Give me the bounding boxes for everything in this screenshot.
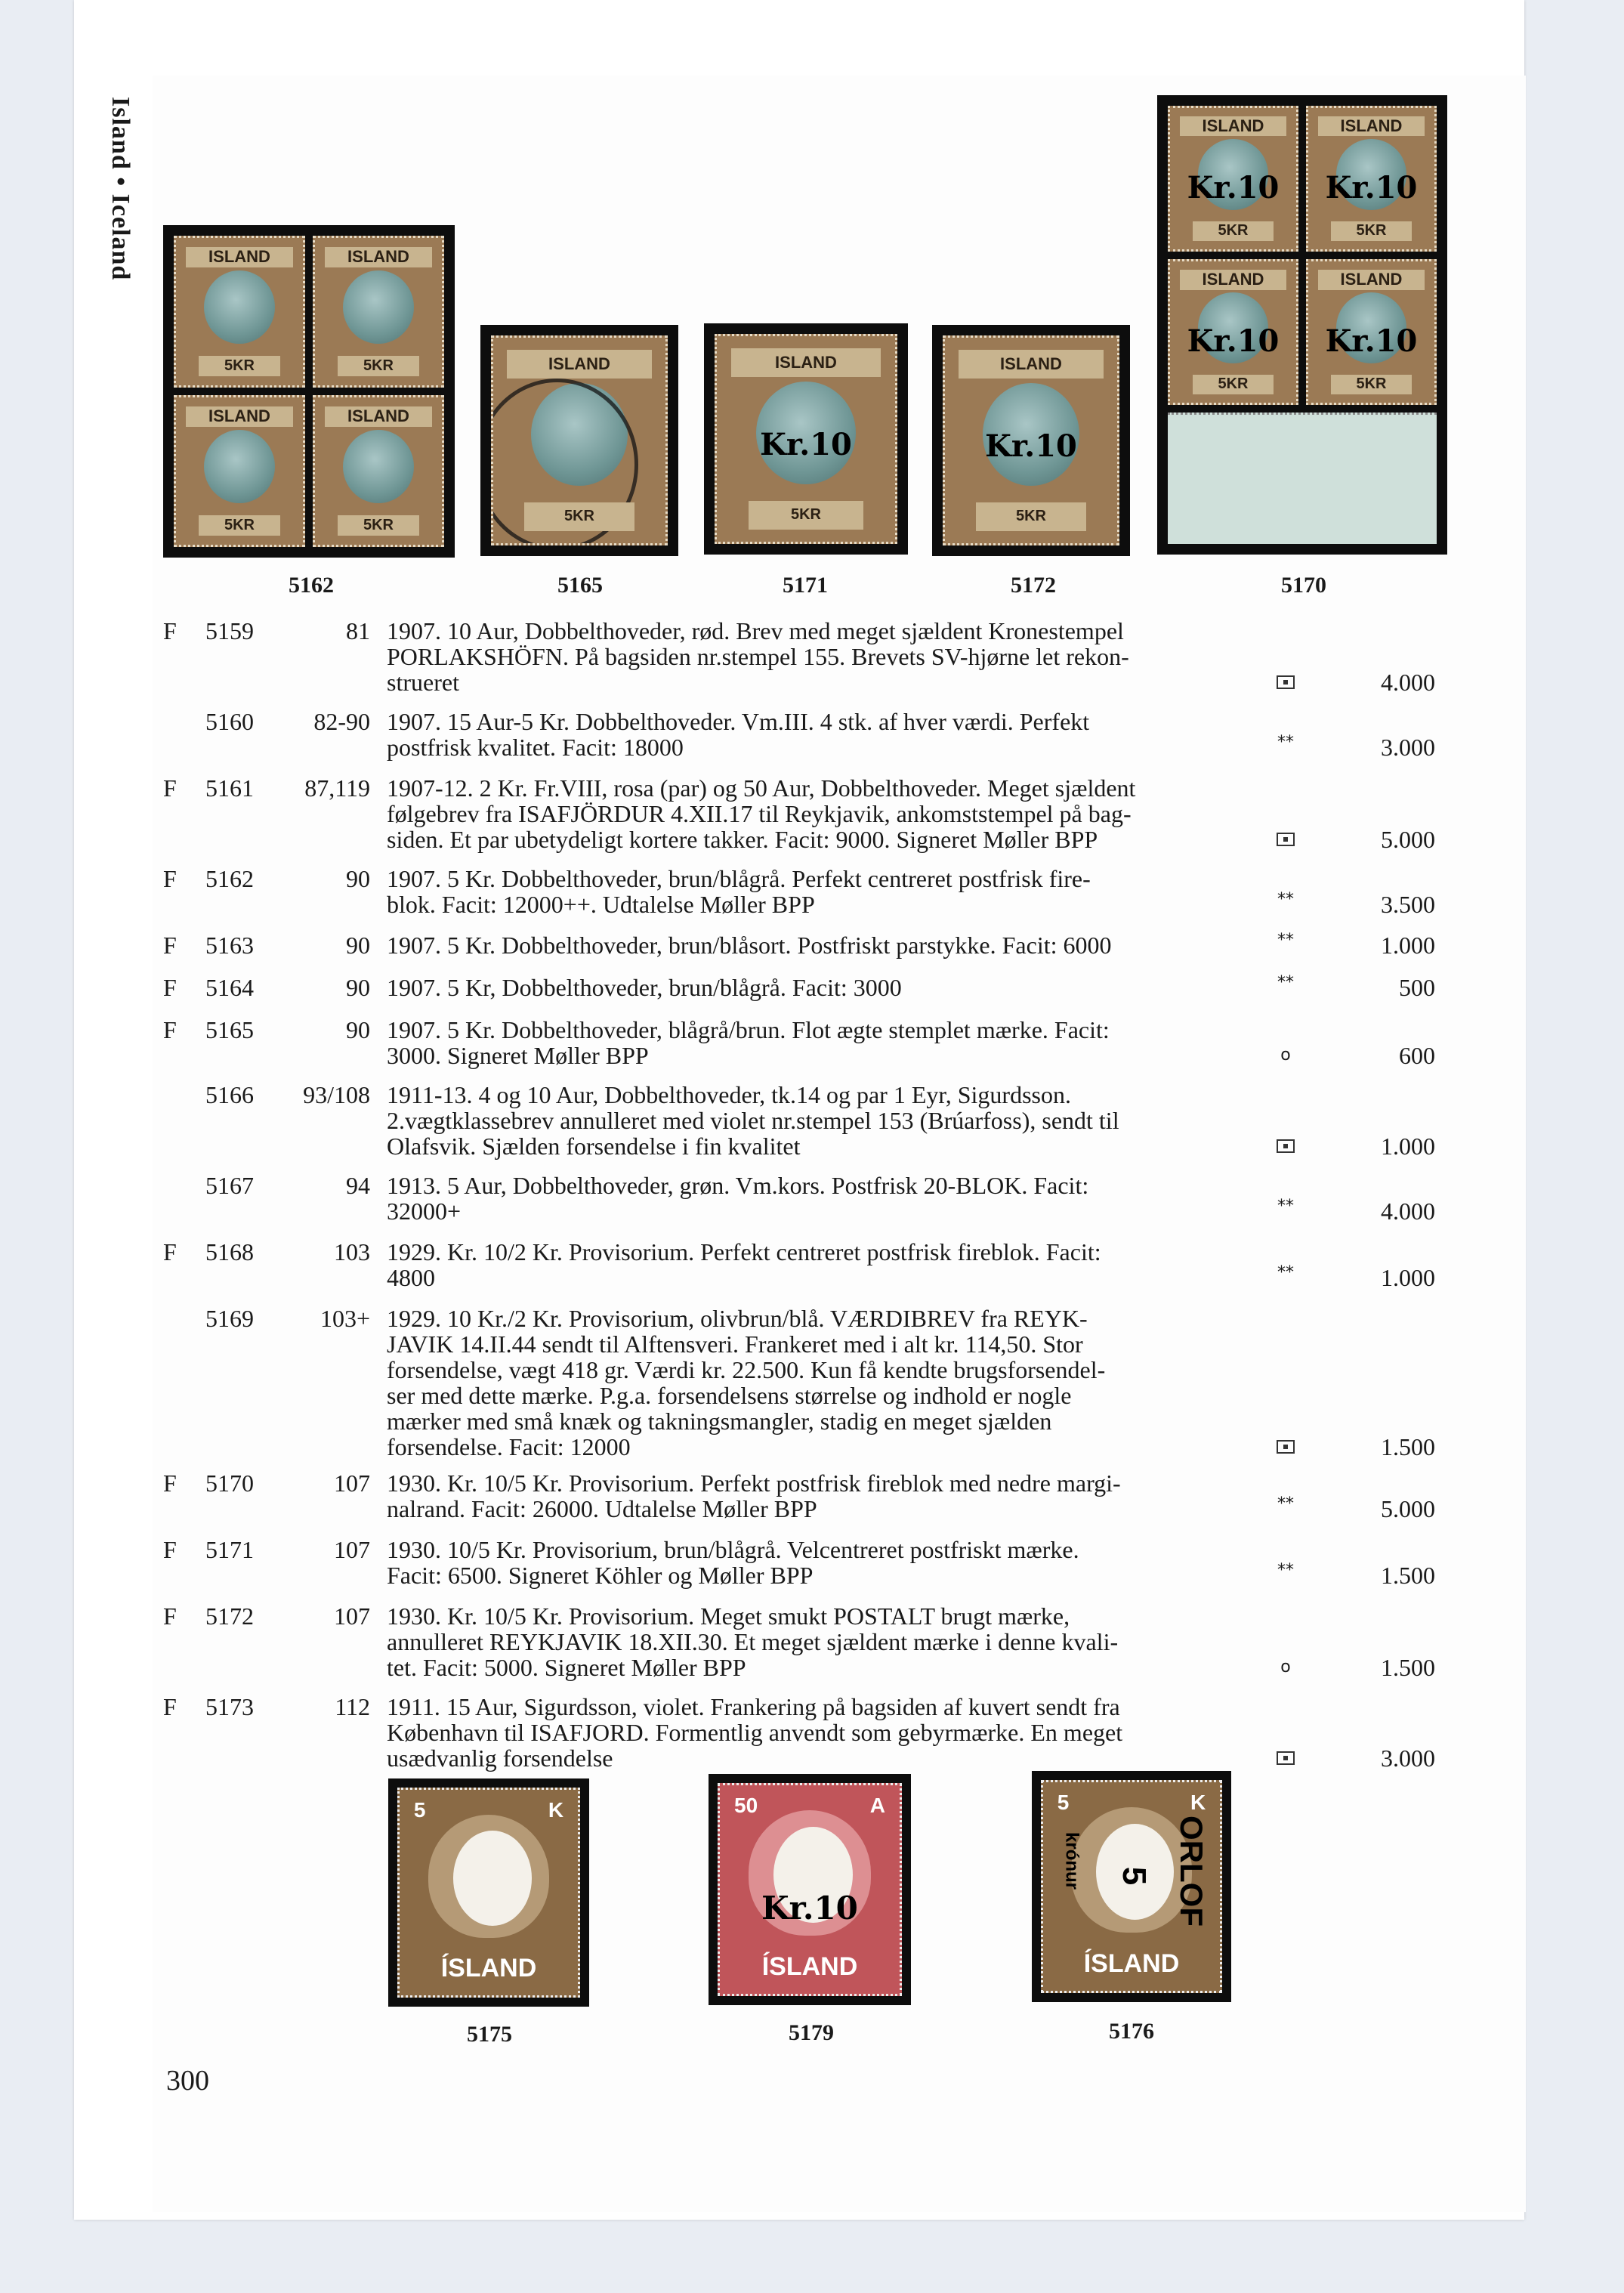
letter-icon: [1270, 1745, 1301, 1771]
lot-description: 1930. Kr. 10/5 Kr. Provisorium. Perfekt postfrisk fireblok med nedre margi- nalrand. Facit: 26000. Udtalelse Møller BPP: [387, 1469, 1121, 1522]
catalog-ref: 93/108: [303, 1081, 370, 1108]
price: 1.000: [1381, 1264, 1435, 1291]
lot-number: 5164: [205, 974, 254, 1001]
condition-symbol: **: [1277, 973, 1294, 992]
lot-number: 5169: [205, 1305, 254, 1332]
catalog-ref: 103: [334, 1238, 370, 1265]
price: 1.000: [1381, 1133, 1435, 1160]
lot-description: 1907-12. 2 Kr. Fr.VIII, rosa (par) og 50 Aur, Dobbelthoveder. Meget sjældent følgebrev fra ISAFJÖRDUR 4.XII.17 til Reykjavik, ankomststempel på bag- siden. Et par ubetydeligt kortere takker. Facit: 9000. Signeret Møller BPP: [387, 774, 1136, 853]
caption-5179: 5179: [789, 2020, 834, 2045]
stamp-block-5170: [1157, 95, 1447, 555]
caption-5170: 5170: [1281, 573, 1326, 598]
lot-description: 1911-13. 4 og 10 Aur, Dobbelthoveder, tk.14 og par 1 Eyr, Sigurdsson. 2.vægtklassebrev annulleret med violet nr.stempel 153 (Brúarfoss), sendt til Olafsvik. Sjælden forsendelse i fin kvalitet: [387, 1081, 1119, 1160]
condition-symbol: o: [1280, 1658, 1291, 1676]
condition-symbol: o: [1280, 1046, 1291, 1065]
page-number: 300: [166, 2065, 209, 2097]
caption-5171: 5171: [783, 573, 828, 598]
caption-5172: 5172: [1011, 573, 1056, 598]
price: 1.000: [1381, 932, 1435, 959]
stamp-block-5162: [163, 225, 455, 558]
lot-number: 5161: [205, 774, 254, 802]
portrait: [453, 1831, 532, 1925]
lot-number: 5171: [205, 1536, 254, 1563]
price: 5.000: [1381, 1495, 1435, 1522]
lot-number: 5173: [205, 1693, 254, 1720]
lot-number: 5168: [205, 1238, 254, 1265]
lot-number: 5159: [205, 617, 254, 644]
lot-number: 5166: [205, 1081, 254, 1108]
lot-description: 1907. 10 Aur, Dobbelthoveder, rød. Brev med meget sjældent Kronestempel PORLAKSHÖFN. På bagsiden nr.stempel 155. Brevets SV-hjørne let rekon- strueret: [387, 617, 1129, 696]
stamp-5176: 5 K krónur 5 ORLOF ÍSLAND: [1032, 1771, 1231, 2002]
lot-description: 1907. 5 Kr. Dobbelthoveder, brun/blåsort. Postfriskt parstykke. Facit: 6000: [387, 932, 1112, 959]
lot-description: 1930. Kr. 10/5 Kr. Provisorium. Meget smukt POSTALT brugt mærke, annulleret REYKJAVIK 18.XII.30. Et meget sjældent mærke i denne kvali- tet. Facit: 5000. Signeret Møller BPP: [387, 1602, 1119, 1681]
lot-description: 1930. 10/5 Kr. Provisorium, brun/blågrå. Velcentreret postfriskt mærke. Facit: 6500. Signeret Köhler og Møller BPP: [387, 1536, 1079, 1589]
catalog-ref: 90: [346, 865, 370, 892]
stamp-5171: [704, 323, 908, 555]
stamp: ISLAND 5KR: [174, 395, 305, 547]
catalog-ref: 94: [346, 1172, 370, 1199]
letter-icon: [1270, 669, 1301, 695]
stamp: ISLAND Kr.10 5KR: [1306, 259, 1437, 405]
condition-symbol: **: [1277, 1561, 1294, 1580]
lot-description: 1929. Kr. 10/2 Kr. Provisorium. Perfekt centreret postfrisk fireblok. Facit: 4800: [387, 1238, 1101, 1291]
lot-number: 5172: [205, 1602, 254, 1630]
catalog-ref: 107: [334, 1536, 370, 1563]
lot-number: 5163: [205, 932, 254, 959]
stamp: ISLAND Kr.10 5KR: [715, 334, 897, 544]
condition-symbol: **: [1277, 931, 1294, 950]
price: 5.000: [1381, 826, 1435, 853]
caption-5165: 5165: [557, 573, 603, 598]
catalog-ref: 112: [335, 1693, 370, 1720]
stamp-5179: 50 A Kr.10 ÍSLAND: [709, 1774, 911, 2005]
price: 3.500: [1381, 891, 1435, 918]
catalog-ref: 87,119: [304, 774, 370, 802]
stamp: ISLAND 5KR: [313, 395, 444, 547]
lot-number: 5165: [205, 1016, 254, 1043]
stamp: ISLAND 5KR: [313, 236, 444, 388]
stamp: ISLAND Kr.10 5KR: [1306, 106, 1437, 252]
catalog-ref: 107: [334, 1602, 370, 1630]
lot-description: 1907. 15 Aur-5 Kr. Dobbelthoveder. Vm.III. 4 stk. af hver værdi. Perfekt postfrisk kvalitet. Facit: 18000: [387, 708, 1090, 761]
catalog-ref: 81: [346, 617, 370, 644]
stamp: ISLAND Kr.10 5KR: [1168, 259, 1298, 405]
condition-symbol: **: [1277, 1197, 1294, 1216]
price: 3.000: [1381, 734, 1435, 761]
stamp-5172: [932, 325, 1130, 556]
catalog-ref: 90: [346, 932, 370, 959]
price: 600: [1399, 1042, 1435, 1069]
condition-symbol: **: [1277, 1263, 1294, 1282]
price: 3.000: [1381, 1744, 1435, 1772]
price: 1.500: [1381, 1654, 1435, 1681]
lot-description: 1913. 5 Aur, Dobbelthoveder, grøn. Vm.kors. Postfrisk 20-BLOK. Facit: 32000+: [387, 1172, 1089, 1225]
price: 1.500: [1381, 1562, 1435, 1589]
lot-description: 1929. 10 Kr./2 Kr. Provisorium, olivbrun/blå. VÆRDIBREV fra REYK- JAVIK 14.II.44 sendt til Alftensveri. Frankeret med i alt kr. 114,50. Stor forsendelse, vægt 418 gr. Værdi kr. 22.500. Kun få kendte brugsforsendel- ser med dette mærke. P.g.a. forsendelsens størrelse og indhold er nogle mærker med små knæk og takningsmangler, stadig en meget sjælden forsendelse. Facit: 12000: [387, 1305, 1106, 1460]
price: 500: [1399, 974, 1435, 1001]
catalog-ref: 107: [334, 1469, 370, 1497]
caption-5162: 5162: [289, 573, 334, 598]
caption-5175: 5175: [467, 2022, 512, 2047]
price: 1.500: [1381, 1433, 1435, 1460]
stamp-5165: [480, 325, 678, 556]
letter-icon: [1270, 1133, 1301, 1159]
price: 4.000: [1381, 669, 1435, 696]
caption-5176: 5176: [1109, 2019, 1154, 2044]
lot-number: 5167: [205, 1172, 254, 1199]
lot-description: 1907. 5 Kr. Dobbelthoveder, brun/blågrå. Perfekt centreret postfrisk fire- blok. Facit: 12000++. Udtalelse Møller BPP: [387, 865, 1091, 918]
stamp: ISLAND Kr.10 5KR: [1168, 106, 1298, 252]
letter-icon: [1270, 827, 1301, 852]
side-title: Island • Iceland: [107, 97, 134, 281]
lot-description: 1911. 15 Aur, Sigurdsson, violet. Frankering på bagsiden af kuvert sendt fra København til ISAFJORD. Formentlig anvendt som gebyrmærke. En meget usædvanlig forsendelse: [387, 1693, 1123, 1772]
stamp: ISLAND 5KR: [174, 236, 305, 388]
price: 4.000: [1381, 1197, 1435, 1225]
lot-number: 5170: [205, 1469, 254, 1497]
stamp-5175: 5 K ÍSLAND: [388, 1778, 589, 2007]
catalog-ref: 103+: [320, 1305, 370, 1332]
catalog-ref: 82-90: [313, 708, 370, 735]
condition-symbol: **: [1277, 733, 1294, 752]
lot-number: 5162: [205, 865, 254, 892]
stamp: ISLAND 5KR: [491, 335, 668, 545]
catalog-ref: 90: [346, 1016, 370, 1043]
lot-number: 5160: [205, 708, 254, 735]
condition-symbol: **: [1277, 1494, 1294, 1513]
catalog-ref: 90: [346, 974, 370, 1001]
letter-icon: [1270, 1434, 1301, 1460]
lot-description: 1907. 5 Kr, Dobbelthoveder, brun/blågrå. Facit: 3000: [387, 974, 902, 1001]
lot-description: 1907. 5 Kr. Dobbelthoveder, blågrå/brun. Flot ægte stemplet mærke. Facit: 3000. Signeret Møller BPP: [387, 1016, 1110, 1069]
stamp: ISLAND Kr.10 5KR: [943, 335, 1119, 545]
sheet-margin: [1168, 413, 1437, 544]
condition-symbol: **: [1277, 890, 1294, 909]
